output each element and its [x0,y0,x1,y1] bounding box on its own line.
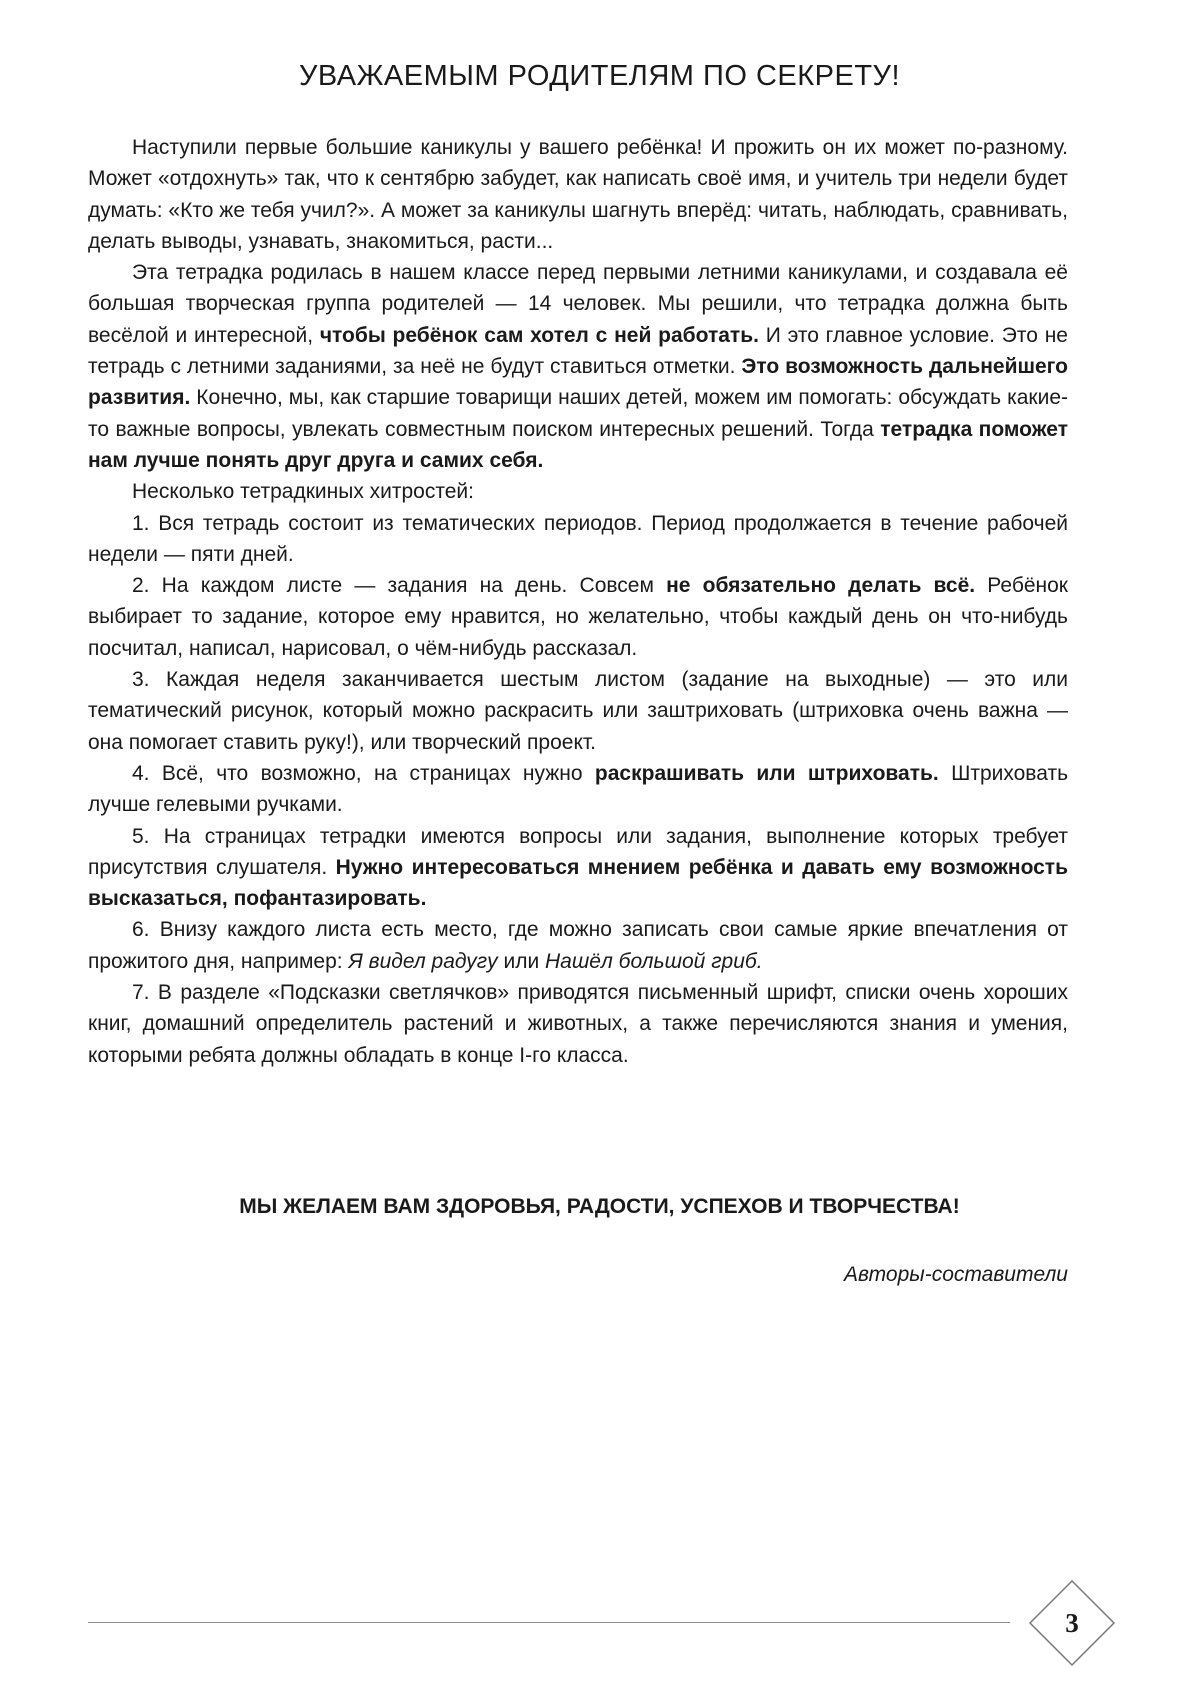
paragraph-item-7: 7. В разделе «Подсказки светлячков» приводятся письменный шрифт, списки очень хороших книг, домашний определитель растений и животных, а также перечисляются знания и умения, которыми ребята должны обладать в конце I-го класса. [88,981,1068,1067]
paragraph-item-3: 3. Каждая неделя заканчивается шестым листом (задание на выходные) — это или тематический рисунок, который можно раскрасить или заштриховать (штриховка очень важна — она помогает ставить руку!), или творческий проект. [88,668,1068,754]
footer-rule [88,1622,1010,1623]
text-segment: 6. Внизу каждого листа есть место, где можно записать свои самые яркие впечатления от прожитого дня, например: [88,918,1068,973]
bold-segment: раскрашивать или штриховать. [594,761,939,785]
text-segment: 4. Всё, что возможно, на страницах нужно [132,761,595,785]
page-title: УВАЖАЕМЫМ РОДИТЕЛЯМ ПО СЕКРЕТУ! [298,60,901,92]
signature: Авторы-составители [843,1263,1068,1286]
bold-segment: Нужно интересоваться мнением ребёнка и давать ему возможность высказаться, пофантазировать. [88,855,1068,911]
italic-segment: Нашёл большой гриб. [545,949,763,973]
text-segment: 5. На страницах тетрадки имеются вопросы или задания, выполнение которых требует присутствия слушателя. [88,824,1068,879]
text-segment: Конечно, мы, как старшие товарищи наших детей, можем им помогать: обсуждать какие-то важные вопросы, увлекать совместным поиском интересных решений. Тогда [88,386,1068,441]
bold-segment: Это возможность дальнейшего развития. [88,355,1068,410]
page-number-badge [1027,1578,1117,1668]
text-segment: или [497,949,546,973]
closing-wish: МЫ ЖЕЛАЕМ ВАМ ЗДОРОВЬЯ, РАДОСТИ, УСПЕХОВ И ТВОРЧЕСТВА! [239,1195,960,1218]
paragraph-item-6 [88,914,1068,977]
text-segment: Эта тетрадка родилась в нашем классе перед первыми летними каникулами, и создавала её большая творческая группа родителей — 14 человек. Мы решили, что тетрадка должна быть весёлой и интересной, [88,261,1068,347]
paragraph-item-1: 1. Вся тетрадь состоит из тематических периодов. Период продолжается в течение рабочей недели — пяти дней. [88,511,1068,566]
paragraph-about-notebook [88,257,1068,476]
text-segment: Ребёнок выбирает то задание, которое ему нравится, но желательно, чтобы каждый день он что-нибудь посчитал, написал, нарисовал, о чём-нибудь рассказал. [88,574,1068,660]
paragraph-tricks-heading: Несколько тетрадкиных хитростей: [132,480,474,504]
bold-segment: чтобы ребёнок сам хотел с ней работать. [319,323,759,347]
paragraph-item-4 [88,758,1068,821]
bold-segment: тетрадка поможет нам лучше понять друг друга и самих себя. [88,417,1068,472]
body-text [88,132,1068,1071]
paragraph-item-2 [88,570,1068,664]
page-number: 3 [1065,1607,1079,1638]
paragraph-item-5 [88,821,1068,915]
text-segment: 2. На каждом листе — задания на день. Совсем [132,574,667,598]
text-segment: Штриховать лучше гелевыми ручками. [88,761,1069,817]
italic-segment: Я видел радугу [348,949,498,973]
bold-segment: не обязательно делать всё. [666,574,976,598]
text-segment: И это главное условие. Это не тетрадь с летними заданиями, за неё не будут ставиться отметки. [88,323,1068,379]
paragraph-intro: Наступили первые большие каникулы у вашего ребёнка! И прожить он их может по-разному. Может «отдохнуть» так, что к сентябрю забудет, как написать своё имя, и учитель три недели будет думать: «Кто же тебя учил?». А может за каникулы шагнуть вперёд: читать, наблюдать, сравнивать, делать выводы, узнавать, знакомиться, расти... [88,136,1068,253]
